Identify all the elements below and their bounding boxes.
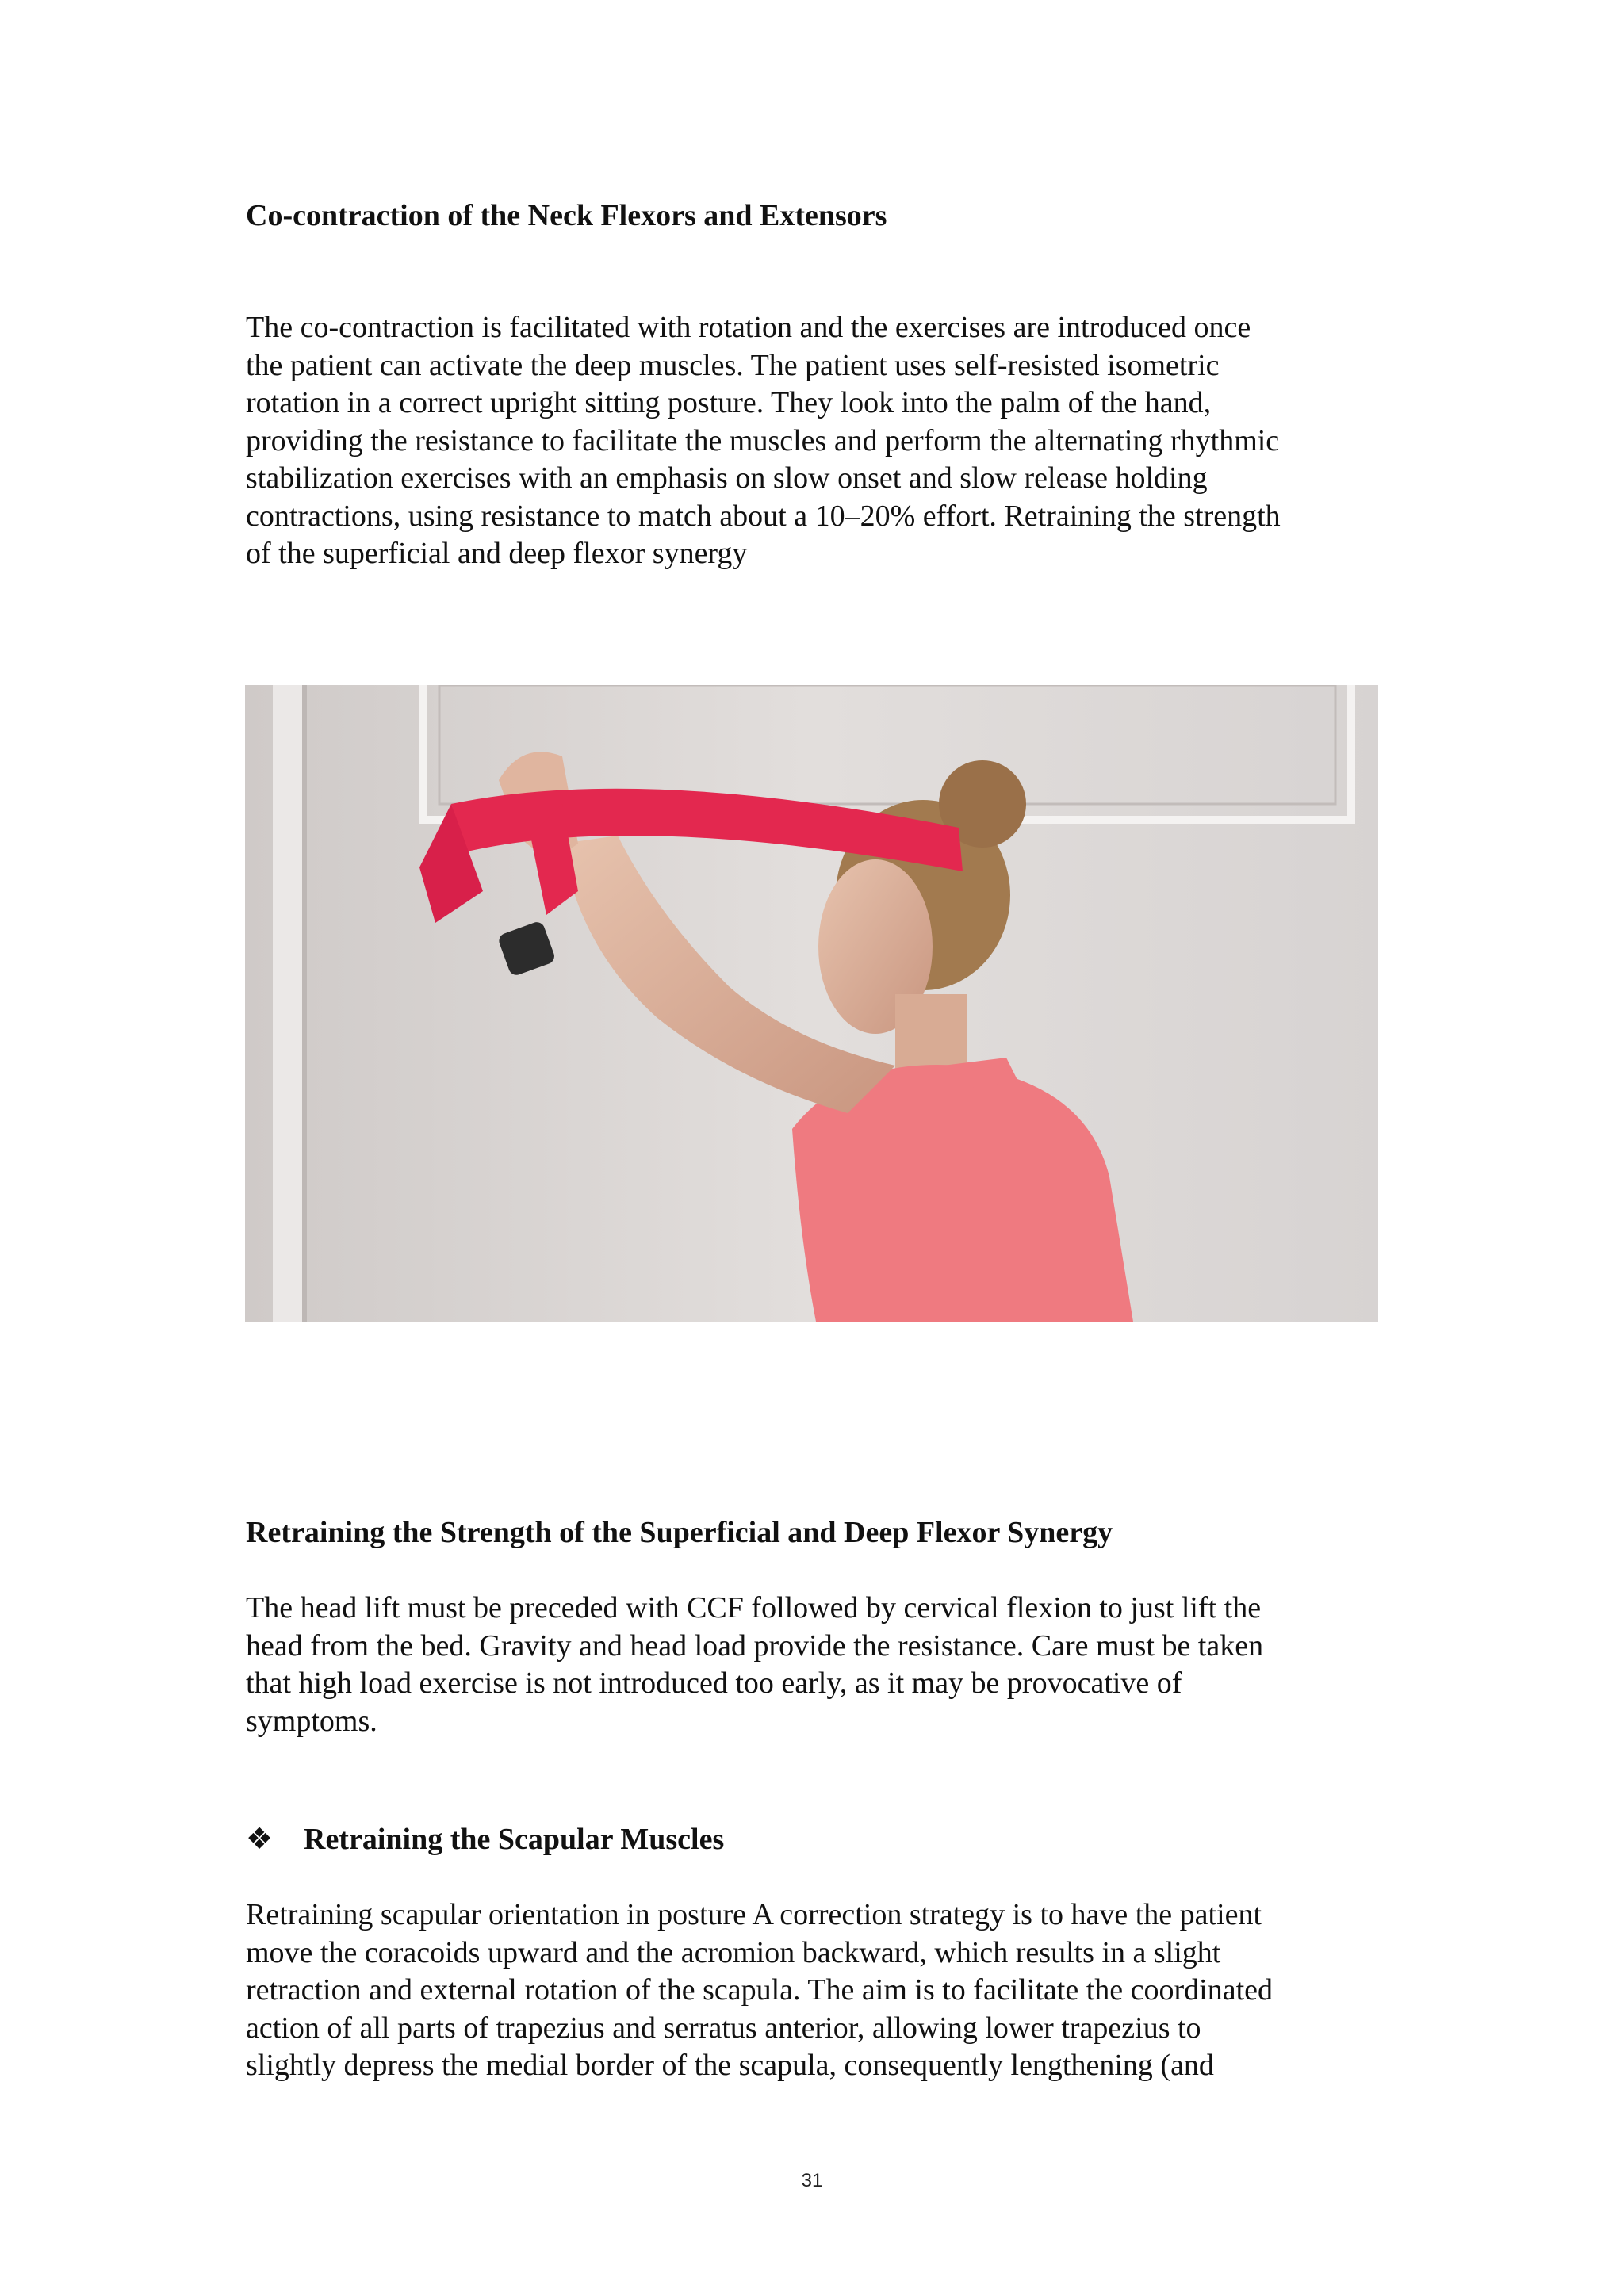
text-line: move the coracoids upward and the acromion backward, which results in a slight bbox=[246, 1935, 1221, 1969]
page-number: 31 bbox=[801, 2170, 823, 2191]
text-line: The head lift must be preceded with CCF followed by cervical flexion to just lift the bbox=[246, 1591, 1262, 1624]
section-heading-scapular-muscles: Retraining the Scapular Muscles bbox=[304, 1823, 725, 1856]
paragraph-co-contraction bbox=[246, 309, 1372, 573]
text-line: providing the resistance to facilitate the muscles and perform the alternating rhythmic bbox=[246, 423, 1280, 457]
text-line: contractions, using resistance to match about a 10–20% effort. Retraining the strength bbox=[246, 499, 1281, 533]
text-line: The co-contraction is facilitated with rotation and the exercises are introduced once bbox=[246, 311, 1251, 344]
section-heading-co-contraction: Co-contraction of the Neck Flexors and Extensors bbox=[246, 199, 887, 232]
paragraph-scapular-muscles bbox=[246, 1896, 1372, 2085]
text-line: retraction and external rotation of the scapula. The aim is to facilitate the coordinated bbox=[246, 1973, 1274, 2007]
text-line: action of all parts of trapezius and serratus anterior, allowing lower trapezius to bbox=[246, 2011, 1201, 2045]
text-line: rotation in a correct upright sitting posture. They look into the palm of the hand, bbox=[246, 386, 1212, 419]
exercise-photo bbox=[245, 685, 1378, 1322]
text-line: Retraining scapular orientation in posture A correction strategy is to have the patient bbox=[246, 1898, 1262, 1931]
diamond-bullet-icon: ❖ bbox=[246, 1823, 274, 1856]
text-line: that high load exercise is not introduced too early, as it may be provocative of bbox=[246, 1667, 1182, 1700]
text-line: symptoms. bbox=[246, 1704, 377, 1738]
text-line: stabilization exercises with an emphasis on slow onset and slow release holding bbox=[246, 461, 1208, 495]
paragraph-flexor-synergy bbox=[246, 1590, 1372, 1740]
text-line: slightly depress the medial border of the scapula, consequently lengthening (and bbox=[246, 2049, 1214, 2082]
text-line: head from the bed. Gravity and head load provide the resistance. Care must be taken bbox=[246, 1628, 1264, 1663]
exercise-illustration bbox=[245, 685, 1378, 1322]
section-heading-flexor-synergy: Retraining the Strength of the Superficial and Deep Flexor Synergy bbox=[246, 1516, 1113, 1549]
text-line: the patient can activate the deep muscles. The patient uses self-resisted isometric bbox=[246, 348, 1220, 382]
text-line: of the superficial and deep flexor synergy bbox=[246, 537, 748, 570]
